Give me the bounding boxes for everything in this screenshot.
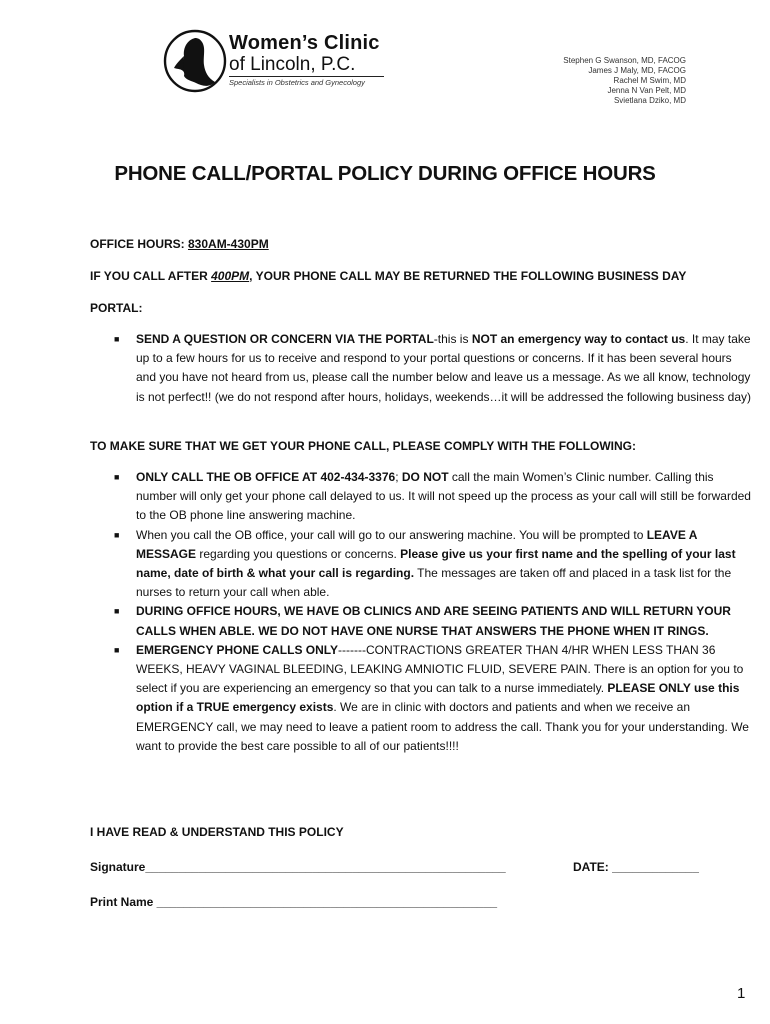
list-item: [114, 641, 754, 756]
portal-item-text: . It may take up to a few hours for us to receive and respond to your portal questions or concerns. If it has been several hours and you have not heard from us, please call the number below and leave us a message. As we all know, technology is not perfect!! (we do not respond after hours, holidays, weekends…it will be addressed the following business day): [136, 332, 751, 404]
signature-field[interactable]: Signature______________________________________________________: [90, 860, 506, 874]
doctor-name: James J Maly, MD, FACOG: [588, 66, 686, 75]
list-item-bold: LEAVE A MESSAGE: [136, 527, 697, 561]
bullet-icon: ■: [114, 529, 120, 540]
date-field[interactable]: DATE: _____________: [573, 860, 699, 874]
doctor-name: Stephen G Swanson, MD, FACOG: [563, 56, 686, 65]
bullet-icon: ■: [114, 606, 120, 617]
after-hours-pre: IF YOU CALL AFTER: [90, 269, 212, 283]
list-item-text: call the main Women’s Clinic number. Calling this number will only get your phone call delayed to us. It will not speed up the process as your call will still be forwarded to the OB phone line answering machine.: [136, 470, 751, 523]
list-item-text: When you call the OB office, your call will go to our answering machine. You will be prompted to: [136, 527, 647, 542]
portal-heading: PORTAL:: [90, 301, 143, 315]
comply-list: [114, 468, 754, 756]
clinic-logo: [162, 28, 402, 94]
bullet-icon: ■: [114, 334, 120, 344]
list-item-bold: PLEASE ONLY use this option if a TRUE emergency exists: [136, 681, 740, 715]
office-hours-line: [90, 235, 269, 254]
doctor-name: Jenna N Van Pelt, MD: [607, 86, 686, 95]
list-item: [114, 468, 754, 526]
list-item-bold: EMERGENCY PHONE CALLS ONLY: [136, 642, 339, 657]
list-item-bold: DO NOT: [401, 470, 449, 484]
office-hours-value: 830AM-430PM: [188, 237, 269, 251]
print-name-field[interactable]: Print Name ___________________________________________________: [90, 895, 498, 909]
clinic-tagline: Specialists in Obstetrics and Gynecology: [229, 78, 365, 87]
list-item: [114, 330, 754, 407]
clinic-name-line1: Women’s Clinic: [229, 32, 380, 54]
portal-list: [114, 330, 754, 407]
list-item-text: regarding you questions or concerns.: [196, 546, 401, 561]
page-title: PHONE CALL/PORTAL POLICY DURING OFFICE HOURS: [114, 162, 656, 185]
after-hours-time: 400PM: [211, 269, 250, 283]
clinic-logo-icon: [162, 28, 228, 94]
list-item: [114, 526, 754, 603]
office-hours-label: OFFICE HOURS:: [90, 237, 188, 251]
list-item-bold: Please give us your first name and the spelling of your last name, date of birth & what your call is regarding.: [136, 546, 736, 581]
page-number: 1: [737, 985, 746, 1002]
doctor-list: [563, 56, 686, 106]
portal-item-text: -this is: [433, 332, 472, 346]
doctor-name: Rachel M Swim, MD: [613, 76, 686, 85]
acknowledge-statement: I HAVE READ & UNDERSTAND THIS POLICY: [90, 825, 344, 839]
comply-heading: TO MAKE SURE THAT WE GET YOUR PHONE CALL, PLEASE COMPLY WITH THE FOLLOWING:: [90, 439, 637, 453]
clinic-name-line2: of Lincoln, P.C.: [229, 54, 356, 75]
logo-divider: [229, 76, 384, 77]
after-hours-line: [90, 267, 686, 286]
list-item-text: -------CONTRACTIONS GREATER THAN 4/HR WHEN LESS THAN 36 WEEKS, HEAVY VAGINAL BLEEDING, LEAKING AMNIOTIC FLUID, SEVERE PAIN. There is an option for you to select if you are experiencing an emergency so that you can talk to a nurse immediately.: [136, 642, 744, 696]
list-item-text: . We are in clinic with doctors and patients and when we receive an EMERGENCY call, we may need to leave a patient room to address the call. Thank you for your understanding. We want to provide the best care possible to all of our patients!!!!: [136, 700, 749, 753]
portal-item-bold: SEND A QUESTION OR CONCERN VIA THE PORTAL: [136, 332, 434, 346]
bullet-icon: ■: [114, 644, 120, 655]
list-item-text: The messages are taken off and placed in a task list for the nurses to return your call when able.: [136, 566, 732, 600]
list-item-text: ;: [395, 470, 402, 484]
portal-item-emphasis: NOT an emergency way to contact us: [471, 332, 686, 346]
bullet-icon: ■: [114, 472, 120, 482]
doctor-name: Svietlana Dziko, MD: [613, 96, 686, 105]
list-item: [114, 602, 754, 640]
list-item-bold: DURING OFFICE HOURS, WE HAVE OB CLINICS AND ARE SEEING PATIENTS AND WILL RETURN YOUR CALLS WHEN ABLE. WE DO NOT HAVE ONE NURSE THAT ANSWERS THE PHONE WHEN IT RINGS.: [136, 604, 731, 638]
list-item-bold: ONLY CALL THE OB OFFICE AT 402-434-3376: [136, 470, 396, 484]
after-hours-post: , YOUR PHONE CALL MAY BE RETURNED THE FOLLOWING BUSINESS DAY: [249, 269, 687, 283]
